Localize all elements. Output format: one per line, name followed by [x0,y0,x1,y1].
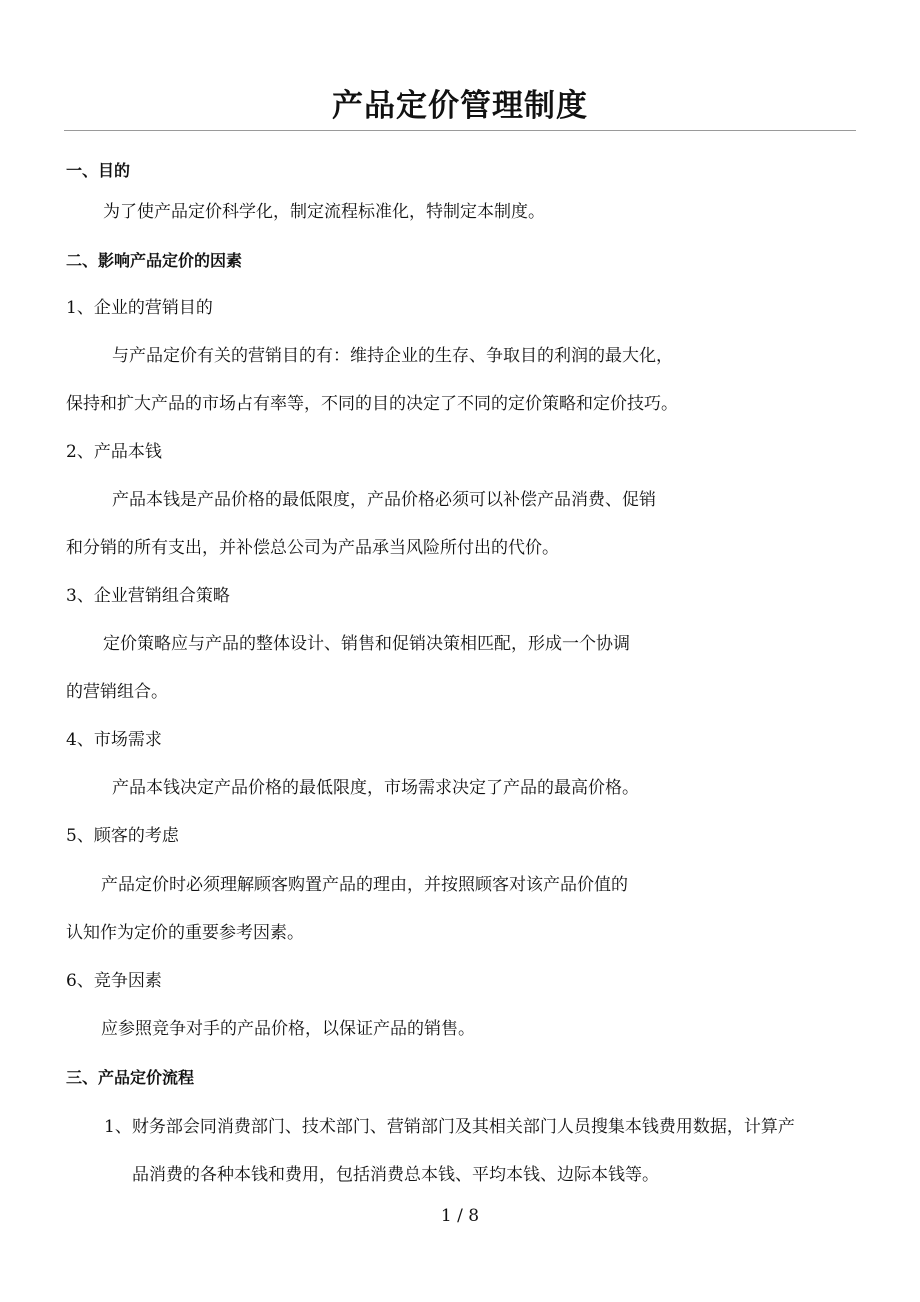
process-step-line: 品消费的各种本钱和费用，包括消费总本钱、平均本钱、边际本钱等。 [132,1165,659,1185]
factor-label-customer: 5、顾客的考虑 [66,826,179,846]
factor-text-line: 产品本钱是产品价格的最低限度，产品价格必须可以补偿产品消费、促销 [112,490,656,510]
factor-text-line: 保持和扩大产品的市场占有率等，不同的目的决定了不同的定价策略和定价技巧。 [66,394,678,414]
factor-text-line: 产品定价时必须理解顾客购置产品的理由，并按照顾客对该产品价值的 [101,875,628,895]
factor-text-line: 定价策略应与产品的整体设计、销售和促销决策相匹配，形成一个协调 [103,634,630,654]
factor-text-line: 应参照竞争对手的产品价格，以保证产品的销售。 [101,1019,475,1039]
paragraph-purpose: 为了使产品定价科学化，制定流程标准化，特制定本制度。 [103,202,545,222]
factor-label-marketing-goal: 1、企业的营销目的 [66,298,213,318]
factor-label-cost: 2、产品本钱 [66,442,162,462]
section-heading-factors: 二、影响产品定价的因素 [66,251,243,270]
process-step-line: 1、财务部会同消费部门、技术部门、营销部门及其相关部门人员搜集本钱费用数据，计算产 [104,1117,795,1137]
section-heading-process: 三、产品定价流程 [66,1068,195,1087]
factor-text-line: 和分销的所有支出，并补偿总公司为产品承当风险所付出的代价。 [66,538,559,558]
factor-text-line: 与产品定价有关的营销目的有：维持企业的生存、争取目的利润的最大化， [112,346,673,366]
factor-text-line: 产品本钱决定产品价格的最低限度，市场需求决定了产品的最高价格。 [112,778,639,798]
factor-text-line: 认知作为定价的重要参考因素。 [66,923,304,943]
factor-label-marketing-mix: 3、企业营销组合策略 [66,586,230,606]
document-title: 产品定价管理制度 [332,88,588,124]
page-indicator: 1 / 8 [440,1206,480,1226]
factor-label-market-demand: 4、市场需求 [66,730,162,750]
section-heading-purpose: 一、目的 [66,161,131,180]
title-divider [64,130,856,131]
factor-text-line: 的营销组合。 [66,682,168,702]
factor-label-competition: 6、竞争因素 [66,971,162,991]
